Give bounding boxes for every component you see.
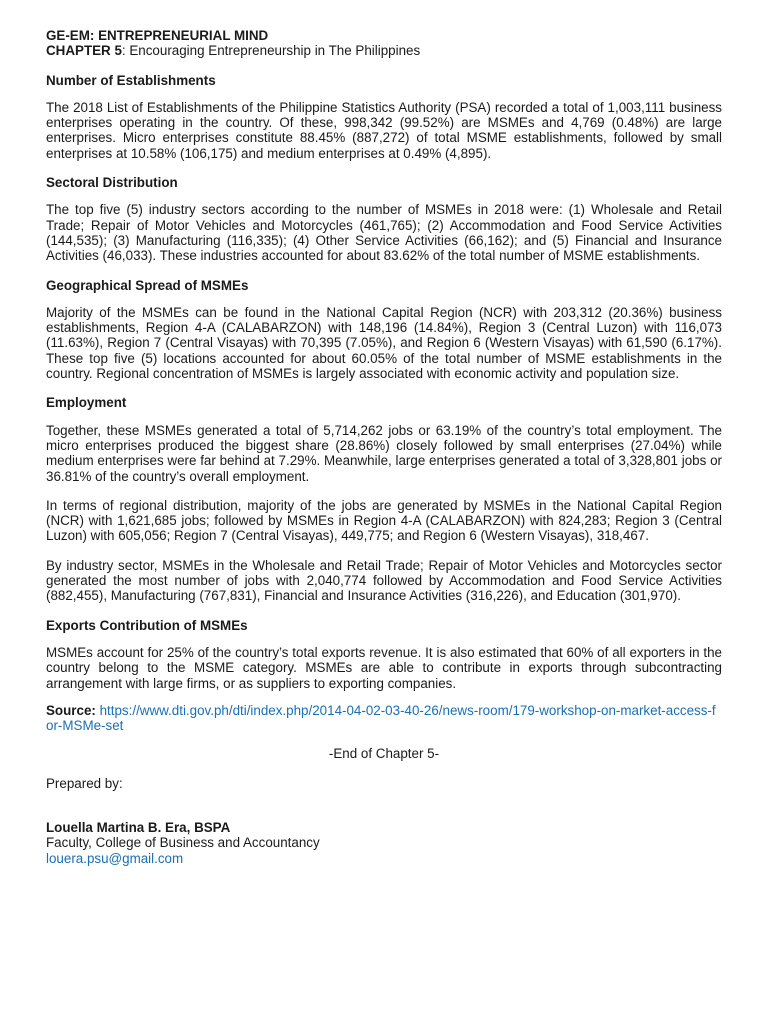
chapter-title [46,43,722,58]
establishments-heading: Number of Establishments [46,72,216,88]
source-link[interactable]: https://www.dti.gov.ph/dti/index.php/2014-04-02-03-40-26/news-room/179-workshop-on-market-access-for-MSMe-set [46,702,716,734]
exports-paragraph: MSMEs account for 25% of the country’s total exports revenue. It is also estimated that 60% of all exporters in the country belong to the MSME category. MSMEs are able to contribute in exports through subcontracting arrangement with large firms, or as suppliers to exporting companies. [46,644,722,691]
employment-paragraph-1: Together, these MSMEs generated a total of 5,714,262 jobs or 63.19% of the country’s total employment. The micro enterprises produced the biggest share (28.86%) closely followed by small enterprises (27.04%) while medium enterprises were far behind at 7.29%. Meanwhile, large enterprises generated a total of 3,328,801 jobs or 36.81% of the country’s overall employment. [46,422,722,484]
geographical-paragraph: Majority of the MSMEs can be found in the National Capital Region (NCR) with 203,312 (20.36%) business establishments, Region 4-A (CALABARZON) with 148,196 (14.84%), Region 3 (Central Luzon) with 116,073 (11.63%), Region 7 (Central Visayas) with 70,395 (7.05%), and Region 6 (Western Visayas) with 61,590 (6.17%). These top five (5) locations accounted for about 60.05% of the total number of MSME establishments in the country. Regional concentration of MSMEs is largely associated with economic activity and population size. [46,304,722,382]
course-title: GE-EM: ENTREPRENEURIAL MIND [46,28,269,43]
author-affiliation: Faculty, College of Business and Accountancy [46,835,320,851]
source-label: Source: [46,702,96,718]
sectoral-heading: Sectoral Distribution [46,175,178,191]
source-citation [46,703,722,734]
exports-heading: Exports Contribution of MSMEs [46,617,248,633]
employment-heading: Employment [46,395,127,411]
chapter-name: : Encouraging Entrepreneurship in The Philippines [121,43,421,59]
establishments-paragraph: The 2018 List of Establishments of the Philippine Statistics Authority (PSA) recorded a total of 1,003,111 business enterprises operating in the country. Of these, 998,342 (99.52%) are MSMEs and 4,769 (0.48%) are large enterprises. Micro enterprises constitute 88.45% (887,272) of total MSME establishments, followed by small enterprises at 10.58% (106,175) and medium enterprises at 0.49% (4,895). [46,99,722,161]
geographical-heading: Geographical Spread of MSMEs [46,277,249,293]
author-email-link[interactable]: louera.psu@gmail.com [46,850,184,866]
end-of-chapter: -End of Chapter 5- [328,746,440,762]
prepared-by-label: Prepared by: [46,775,123,791]
chapter-label: CHAPTER 5 [46,43,122,59]
employment-paragraph-3: By industry sector, MSMEs in the Wholesale and Retail Trade; Repair of Motor Vehicles and Motorcycles sector generated the most number of jobs with 2,040,774 followed by Accommodation and Food Service Activities (882,455), Manufacturing (767,831), Financial and Insurance Activities (316,226), and Education (301,970). [46,557,722,604]
sectoral-paragraph: The top five (5) industry sectors according to the number of MSMEs in 2018 were: (1) Wholesale and Retail Trade; Repair of Motor Vehicles and Motorcycles (461,765); (2) Accommodation and Food Service Activities (144,535); (3) Manufacturing (116,335); (4) Other Service Activities (66,162); and (5) Financial and Insurance Activities (46,033). These industries accounted for about 83.62% of the total number of MSME establishments. [46,202,722,264]
employment-paragraph-2: In terms of regional distribution, majority of the jobs are generated by MSMEs in the National Capital Region (NCR) with 1,621,685 jobs; followed by MSMEs in Region 4-A (CALABARZON) with 824,283; Region 3 (Central Luzon) with 605,056; Region 7 (Central Visayas), 449,775; and Region 6 (Western Visayas), 318,467. [46,497,722,544]
author-name: Louella Martina B. Era, BSPA [46,819,231,835]
